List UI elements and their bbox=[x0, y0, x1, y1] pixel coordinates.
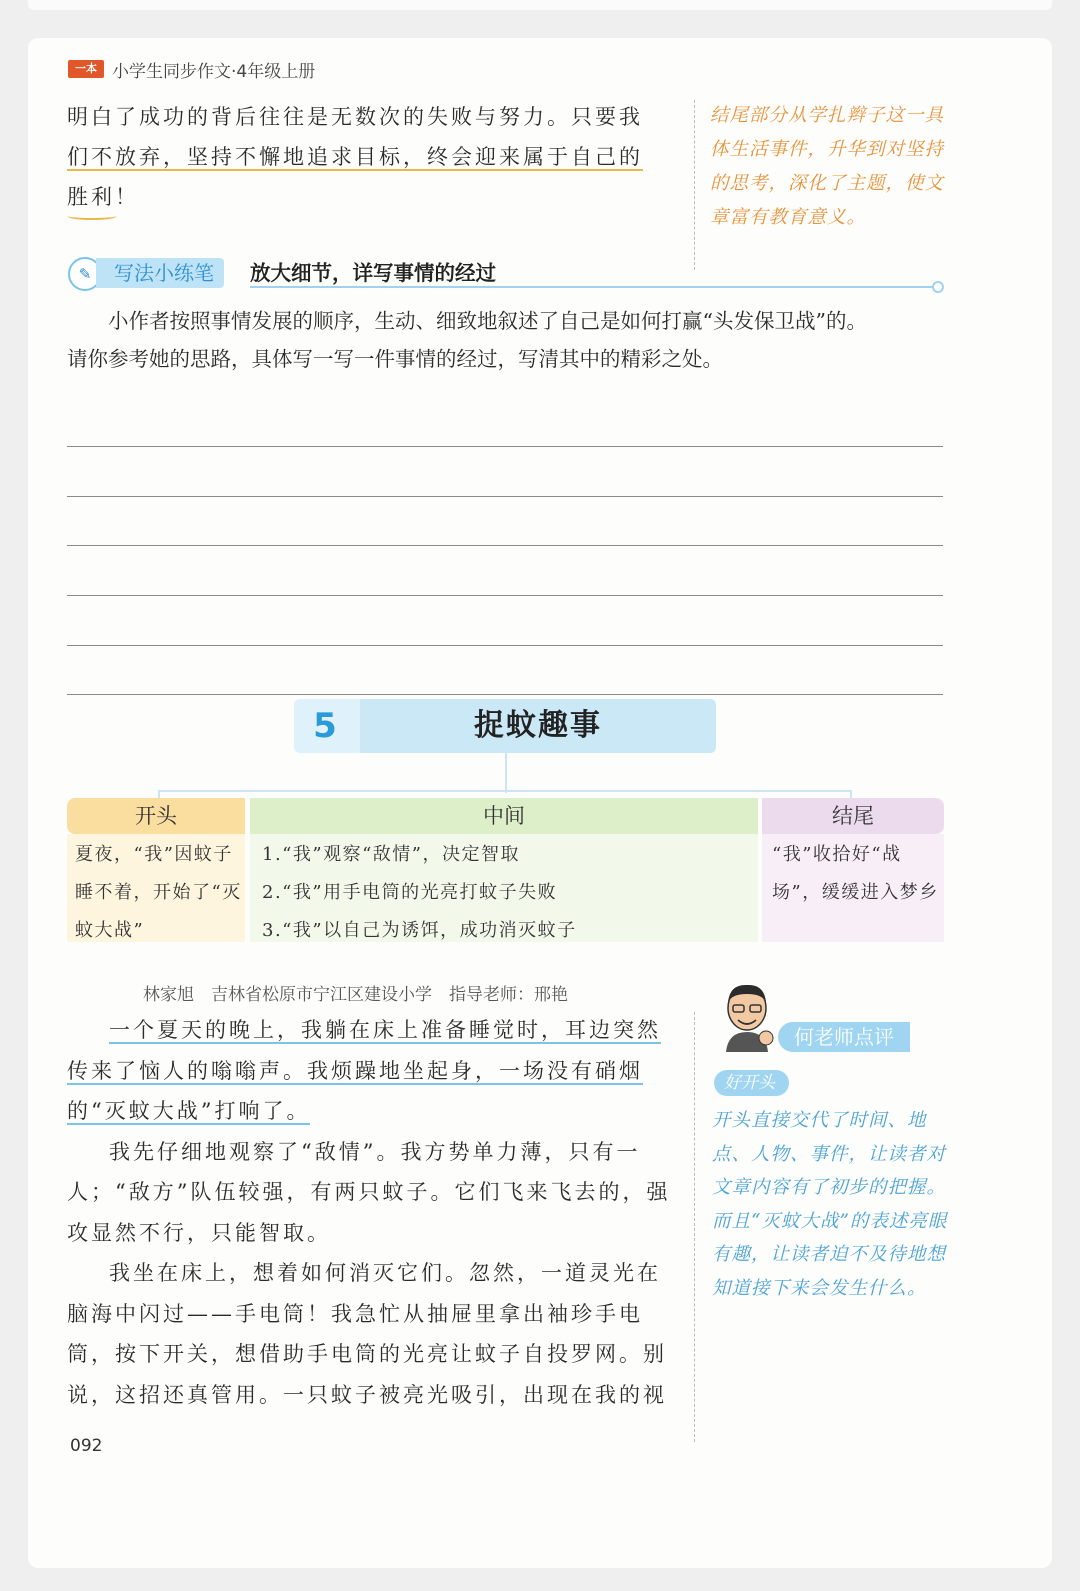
writing-line[interactable] bbox=[67, 496, 943, 497]
outline-middle-item: 2.“我”用手电筒的光亮打蚊子失败 bbox=[262, 882, 558, 903]
outline-middle-item: 1.“我”观察“敌情”，决定智取 bbox=[262, 844, 520, 865]
comment-tag: 好开头 bbox=[714, 1070, 789, 1096]
underlined-text: 的“灭蚊大战”打响了。 bbox=[67, 1099, 311, 1123]
outline-connector bbox=[505, 753, 507, 793]
outline-middle-list bbox=[262, 836, 756, 950]
underlined-text: 们不放弃，坚持不懈地追求目标，终会迎来属于自己的 bbox=[67, 145, 643, 169]
section-title: 捉蚊趣事 bbox=[474, 708, 602, 743]
outline-end-text: “我”收拾好“战场”，缓缓进入梦乡 bbox=[772, 844, 939, 903]
article-ending bbox=[67, 97, 680, 217]
teacher-comment-text: 开头直接交代了时间、地点、人物、事件，让读者对文章内容有了初步的把握。而且“灭蚊大战”的表述亮眼有趣，让读者迫不及待地想知道接下来会发生什么。 bbox=[712, 1110, 948, 1299]
writing-line[interactable] bbox=[67, 545, 943, 546]
book-logo: 一本 bbox=[68, 60, 104, 78]
writing-line[interactable] bbox=[67, 694, 943, 695]
outline-middle-item: 3.“我”以自己为诱饵，成功消灭蚊子 bbox=[262, 920, 577, 941]
rule-end-dot bbox=[932, 281, 944, 293]
story-body bbox=[67, 1010, 679, 1415]
practice-title-rule bbox=[250, 286, 936, 288]
book-title: 小学生同步作文·4年级上册 bbox=[112, 62, 316, 82]
outline-middle-heading: 中间 bbox=[250, 798, 758, 834]
story-paragraph bbox=[67, 1010, 679, 1051]
pen-icon: ✎ bbox=[68, 257, 102, 291]
story-paragraph: 我坐在床上，想着如何消灭它们。忽然，一道灵光在脑海中闪过——手电筒！我急忙从抽屉里拿出袖珍手电筒，按下开关，想借助手电筒的光亮让蚊子自投罗网。别说，这招还真管用。一只蚊子被亮光吸引，出现在我的视 bbox=[67, 1261, 667, 1407]
writing-line[interactable] bbox=[67, 446, 943, 447]
article-ending-line bbox=[67, 137, 680, 177]
practice-badge: 写法小练笔 bbox=[96, 258, 224, 288]
outline-start-heading: 开头 bbox=[67, 798, 245, 834]
section-number: 5 bbox=[313, 706, 337, 746]
prompt-line: 小作者按照事情发展的顺序，生动、细致地叙述了自己是如何打赢“头发保卫战”的。 bbox=[108, 309, 867, 333]
story-paragraph: 我先仔细地观察了“敌情”。我方势单力薄，只有一人；“敌方”队伍较强，有两只蚊子。它们飞来飞去的，强攻显然不行，只能智取。 bbox=[67, 1139, 671, 1245]
writing-line[interactable] bbox=[67, 645, 943, 646]
prompt-line: 请你参考她的思路，具体写一写一件事情的经过，写清其中的精彩之处。 bbox=[67, 347, 723, 371]
outline-end-heading: 结尾 bbox=[762, 798, 944, 834]
article-ending-line: 明白了成功的背后往往是无数次的失败与努力。只要我 bbox=[67, 105, 643, 129]
article-ending-line: 胜利！ bbox=[67, 185, 139, 209]
author-byline: 林家旭 吉林省松原市宁江区建设小学 指导老师：邢艳 bbox=[143, 985, 568, 1005]
underline-decoration bbox=[67, 212, 117, 220]
margin-divider bbox=[694, 1012, 695, 1442]
page-number: 092 bbox=[70, 1436, 103, 1456]
story-line bbox=[67, 1091, 679, 1132]
writing-line[interactable] bbox=[67, 595, 943, 596]
margin-divider bbox=[694, 100, 695, 270]
underlined-text: 传来了恼人的嗡嗡声。我烦躁地坐起身，一场没有硝烟 bbox=[67, 1058, 643, 1083]
underlined-text: 一个夏天的晚上，我躺在床上准备睡觉时，耳边突然 bbox=[109, 1018, 661, 1042]
teacher-comment-label: 何老师点评 bbox=[778, 1022, 910, 1052]
story-line bbox=[67, 1051, 679, 1092]
previous-page-edge bbox=[28, 0, 1052, 10]
teacher-avatar-icon bbox=[718, 980, 776, 1052]
practice-title: 放大细节，详写事情的经过 bbox=[250, 261, 496, 285]
ending-comment: 结尾部分从学扎辫子这一具体生活事件，升华到对坚持的思考，深化了主题，使文章富有教育意义。 bbox=[710, 105, 945, 228]
outline-start-text: 夏夜，“我”因蚊子睡不着，开始了“灭蚊大战” bbox=[75, 844, 242, 941]
practice-prompt bbox=[67, 302, 947, 378]
